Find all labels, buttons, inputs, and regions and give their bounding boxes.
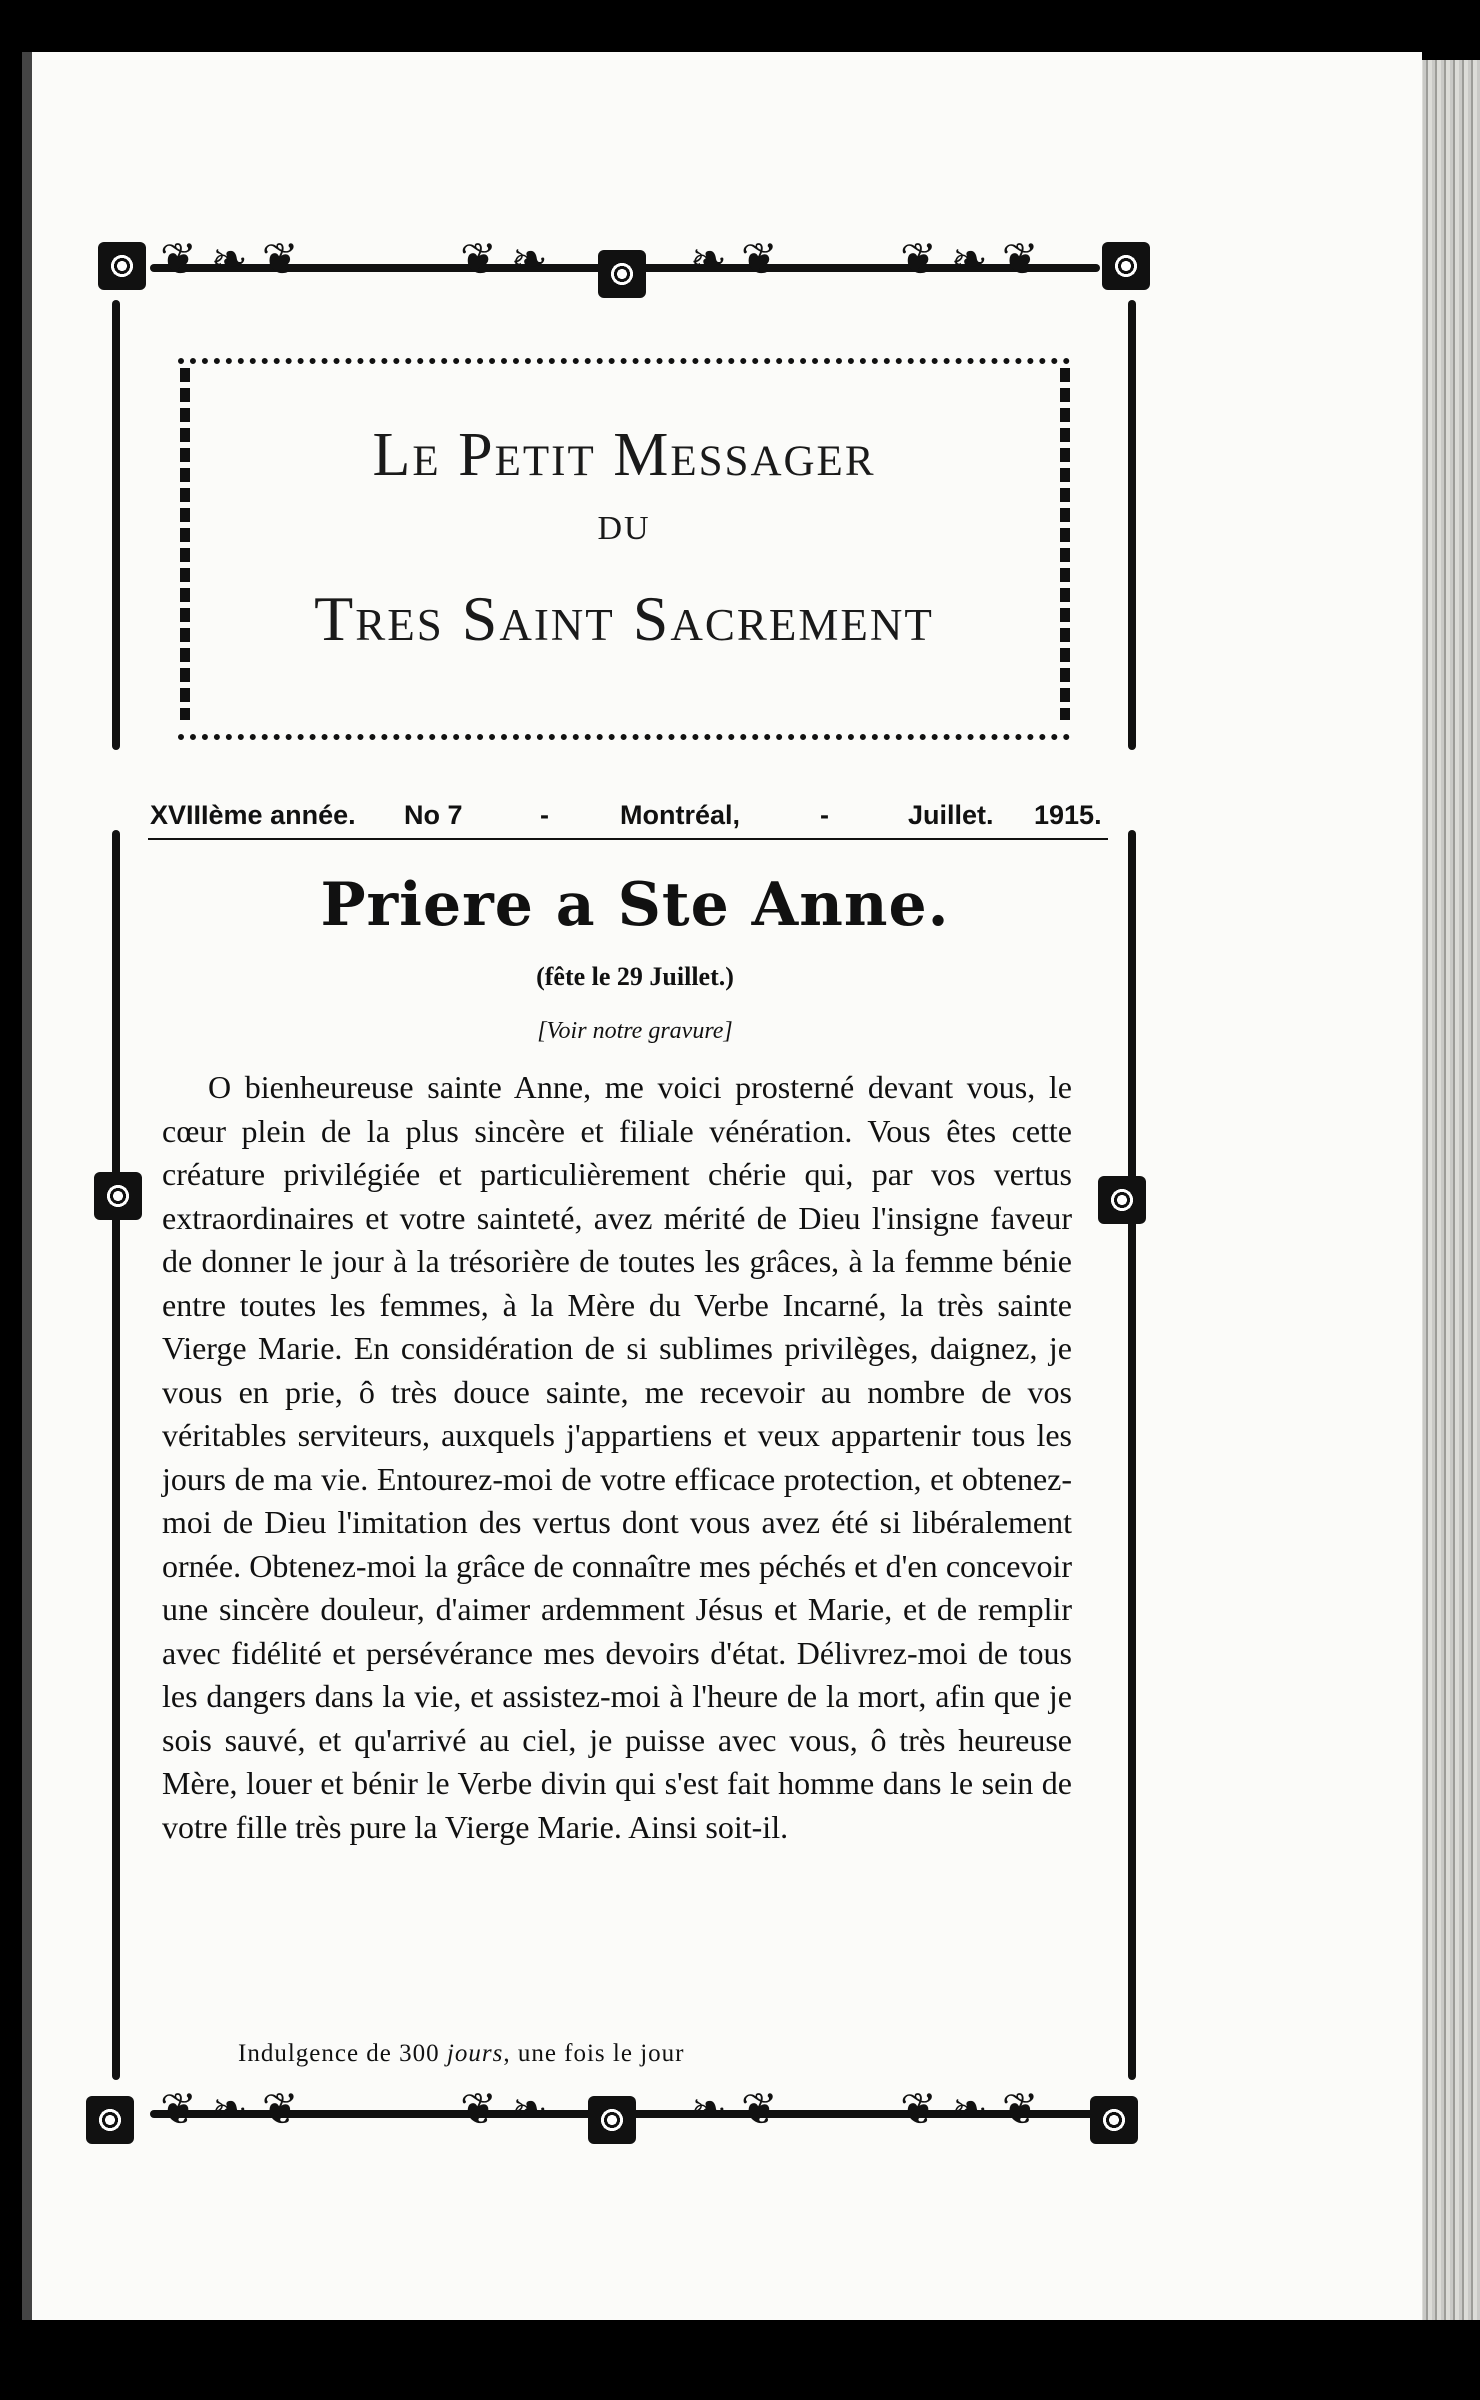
scroll-ornament-icon: ❧ ❦ — [690, 2084, 778, 2135]
issue-number: No 7 — [404, 800, 463, 830]
issue-separator: - — [540, 800, 549, 830]
issue-year: XVIIIème année. — [150, 800, 356, 830]
indulgence-footnote — [238, 2040, 1058, 2068]
rosette-icon — [1098, 1176, 1146, 1224]
scroll-ornament-icon: ❦ ❧ ❦ — [900, 234, 1039, 285]
scroll-ornament-icon: ❦ ❧ ❦ — [900, 2084, 1039, 2135]
scan-top-border — [0, 0, 1480, 52]
masthead-subtitle: Tres Saint Sacrement — [314, 583, 934, 654]
rosette-icon — [1090, 2096, 1138, 2144]
masthead-box — [178, 358, 1070, 740]
rosette-icon — [1102, 242, 1150, 290]
scroll-ornament-icon: ❦ ❧ — [460, 234, 548, 285]
article-subtitle: (fête le 29 Juillet.) — [536, 962, 734, 991]
issue-year-number: 1915. — [1034, 800, 1102, 830]
scan-bottom-border — [0, 2320, 1480, 2400]
frame-left-lower — [112, 830, 120, 2080]
frame-left-upper — [112, 300, 120, 750]
footnote-text: Indulgence de 300 — [238, 2040, 447, 2067]
masthead-connector: DU — [597, 510, 651, 547]
issue-month: Juillet. — [908, 800, 994, 830]
rosette-icon — [94, 1172, 142, 1220]
article-title: Priere a Ste Anne. — [320, 870, 950, 940]
scroll-ornament-icon: ❦ ❧ ❦ — [160, 234, 299, 285]
rosette-icon — [598, 250, 646, 298]
rosette-icon — [98, 242, 146, 290]
rosette-icon — [588, 2096, 636, 2144]
scroll-ornament-icon: ❦ ❧ — [460, 2084, 548, 2135]
frame-right-upper — [1128, 300, 1136, 750]
article-note: [Voir notre gravure] — [537, 1018, 733, 1044]
issue-info-line — [148, 798, 1108, 840]
frame-right-lower — [1128, 830, 1136, 2080]
issue-city: Montréal, — [620, 800, 741, 830]
scroll-ornament-icon: ❦ ❧ ❦ — [160, 2084, 299, 2135]
issue-separator: - — [820, 800, 829, 830]
masthead-title: Le Petit Messager — [372, 421, 876, 489]
scroll-ornament-icon: ❧ ❦ — [690, 234, 778, 285]
article-body: O bienheureuse sainte Anne, me voici prosterné devant vous, le cœur plein de la plus sincère et filiale vénération. Vous êtes cette créature privilégiée et particulièrement chérie qui, par vos vertus extraordinaires et votre sainteté, avez mérité de Dieu l'insigne faveur de donner le jour à la trésorière de toutes les grâces, à la femme bénie entre toutes les femmes, à la Mère du Verbe Incarné, la très sainte Vierge Marie. En considération de si sublimes privilèges, daignez, je vous en prie, ô très douce sainte, me recevoir au nombre de vos véritables serviteurs, auxquels j'appartiens et veux appartenir tous les jours de ma vie. Entourez-moi de votre efficace protection, et obtenez-moi de Dieu l'imitation des vertus dont vous avez été si libéralement ornée. Obtenez-moi la grâce de connaître mes péchés et d'en concevoir une sincère douleur, d'aimer ardemment Jésus et Marie, et de remplir avec fidélité et persévérance mes devoirs d'état. Délivrez-moi de tous les dangers dans la vie, et assistez-moi à l'heure de la mort, afin que je sois sauvé, et qu'arrivé au ciel, je puisse avec vous, ô très heureuse Mère, louer et bénir le Verbe divin qui s'est fait homme dans le sein de votre fille très pure la Vierge Marie. Ainsi soit-il. — [162, 1069, 1072, 1845]
page-left-edge — [22, 52, 32, 2320]
footnote-text: , une fois le jour — [503, 2040, 685, 2067]
rosette-icon — [86, 2096, 134, 2144]
footnote-emphasis: jours — [446, 2040, 504, 2067]
